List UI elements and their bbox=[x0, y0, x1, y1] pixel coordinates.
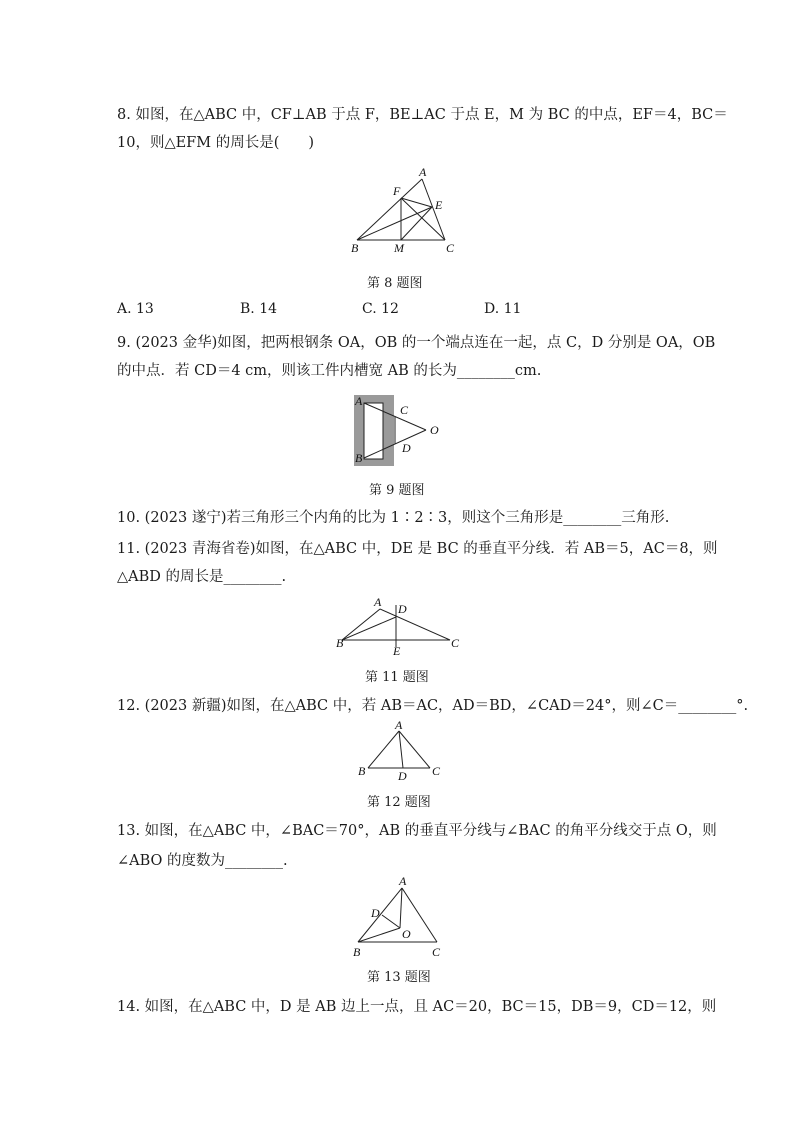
q9-label-O: O bbox=[430, 423, 439, 437]
q11-seg-BD bbox=[342, 617, 396, 640]
q14-text-line1: 14. 如图，在△ABC 中，D 是 AB 边上一点，且 AC＝20，BC＝15，DB＝9，CD＝12，则 bbox=[117, 999, 717, 1015]
q8-option-a: A. 13 bbox=[117, 301, 154, 317]
q11-text-line1: 11. (2023 青海省卷)如图，在△ABC 中，DE 是 BC 的垂直平分线．若 AB＝5，AC＝8，则 bbox=[117, 541, 718, 557]
q8-seg-BA bbox=[357, 179, 422, 240]
q8-label-C: C bbox=[446, 241, 455, 255]
q13-figure bbox=[345, 872, 455, 962]
q8-seg-BE bbox=[357, 207, 432, 240]
q12-text-line1: 12. (2023 新疆)如图，在△ABC 中，若 AB＝AC，AD＝BD，∠CAD＝24°，则∠C＝________°. bbox=[117, 698, 749, 714]
q12-seg-AD bbox=[399, 731, 403, 768]
q8-figure bbox=[345, 165, 465, 257]
q13-label-A: A bbox=[399, 874, 407, 888]
q12-label-C: C bbox=[432, 764, 441, 778]
q12-label-A: A bbox=[395, 718, 403, 732]
q8-caption: 第 8 题图 bbox=[367, 276, 423, 291]
q11-caption: 第 11 题图 bbox=[365, 670, 429, 685]
q8-label-A: A bbox=[419, 165, 427, 179]
q13-seg-AO bbox=[400, 888, 402, 928]
q11-label-E: E bbox=[393, 644, 401, 655]
q9-label-D: D bbox=[402, 441, 411, 455]
q12-label-D: D bbox=[398, 769, 407, 782]
q13-label-B: B bbox=[353, 945, 361, 959]
q8-option-c: C. 12 bbox=[362, 301, 399, 317]
q12-seg-BA bbox=[368, 731, 399, 768]
q13-text-line2: ∠ABO 的度数为________. bbox=[117, 853, 288, 869]
q11-seg-BA bbox=[342, 609, 380, 640]
q8-text-line2: 10，则△EFM 的周长是( ) bbox=[117, 135, 315, 151]
q11-label-B: B bbox=[336, 636, 344, 650]
q8-label-E: E bbox=[435, 198, 443, 212]
q13-text-line1: 13. 如图，在△ABC 中，∠BAC＝70°，AB 的垂直平分线与∠BAC 的角平分线交于点 O，则 bbox=[117, 823, 717, 839]
q9-label-C: C bbox=[400, 403, 409, 417]
q11-label-A: A bbox=[374, 595, 382, 609]
q10-text-line1: 10. (2023 遂宁)若三角形三个内角的比为 1∶2∶3，则这个三角形是________三角形. bbox=[117, 510, 670, 526]
q11-label-C: C bbox=[451, 636, 460, 650]
q11-figure bbox=[330, 595, 470, 655]
q11-text-line2: △ABD 的周长是________. bbox=[117, 569, 287, 585]
q9-figure bbox=[350, 392, 450, 468]
q9-text-line1: 9. (2023 金华)如图，把两根钢条 OA，OB 的一个端点连在一起，点 C，D 分别是 OA，OB bbox=[117, 335, 716, 351]
q13-caption: 第 13 题图 bbox=[367, 970, 431, 985]
q13-label-O: O bbox=[402, 927, 411, 941]
q13-label-C: C bbox=[432, 945, 441, 959]
q9-label-B: B bbox=[355, 451, 363, 465]
q8-option-d: D. 11 bbox=[484, 301, 522, 317]
q12-seg-AC bbox=[399, 731, 430, 768]
q13-seg-DO bbox=[382, 915, 400, 928]
q9-text-line2: 的中点．若 CD＝4 cm，则该工件内槽宽 AB 的长为________cm. bbox=[117, 363, 542, 379]
q11-seg-AC bbox=[380, 609, 450, 640]
q8-label-B: B bbox=[351, 241, 359, 255]
q12-label-B: B bbox=[358, 764, 366, 778]
q8-text-line1: 8. 如图，在△ABC 中，CF⊥AB 于点 F，BE⊥AC 于点 E，M 为 BC 的中点，EF＝4，BC＝ bbox=[117, 107, 728, 123]
q8-label-M: M bbox=[394, 241, 404, 255]
q12-caption: 第 12 题图 bbox=[367, 795, 431, 810]
q9-label-A: A bbox=[355, 394, 363, 408]
q13-seg-BA bbox=[358, 888, 402, 942]
q13-label-D: D bbox=[371, 906, 380, 920]
q8-label-F: F bbox=[393, 184, 401, 198]
q11-label-D: D bbox=[398, 602, 407, 616]
q9-caption: 第 9 题图 bbox=[369, 483, 425, 498]
q8-option-b: B. 14 bbox=[240, 301, 278, 317]
q12-figure bbox=[350, 718, 450, 782]
